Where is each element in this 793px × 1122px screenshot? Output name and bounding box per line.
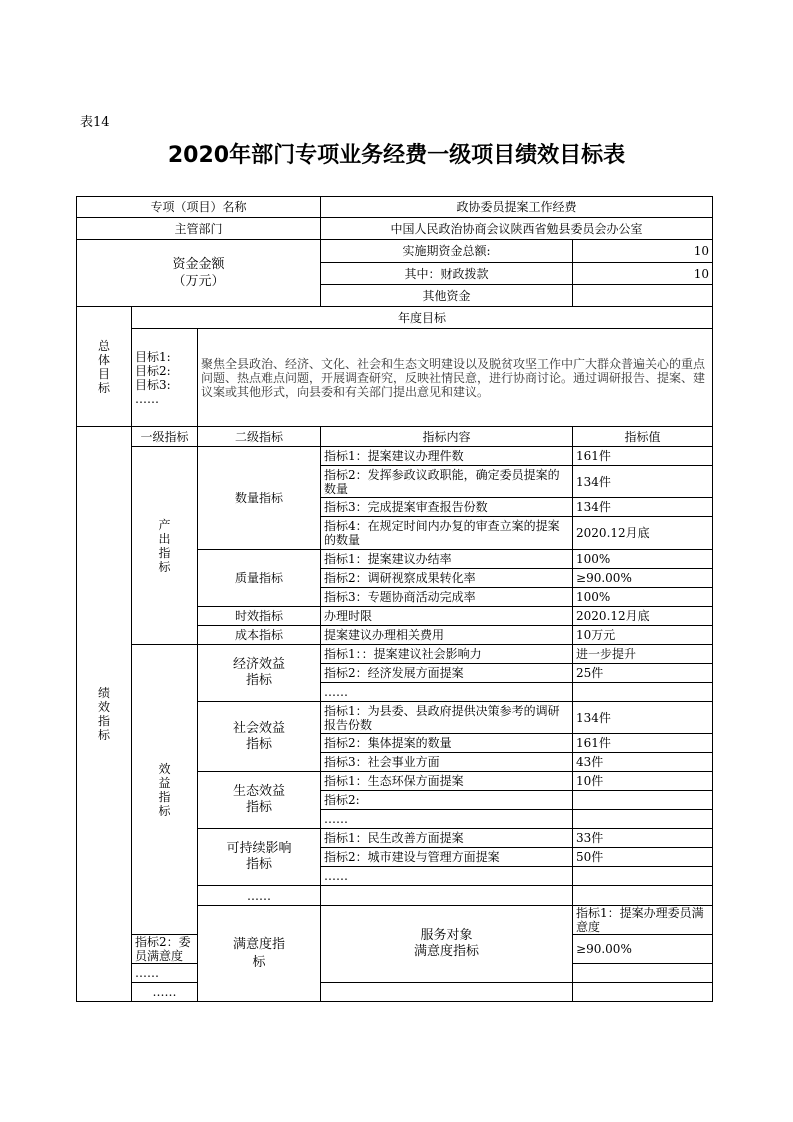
department-label: 主管部门 (77, 218, 321, 240)
output-char-4: 标 (158, 559, 171, 574)
indicator-value: 2020.12月底 (573, 517, 713, 550)
service-label-line1: 服务对象 (420, 928, 473, 943)
header-level2: 二级指标 (198, 427, 321, 447)
indicator-content (321, 983, 573, 1002)
indicator-value (573, 683, 713, 702)
indicator-content: 指标2：委员满意度 (132, 935, 198, 964)
satisfaction-indicator-label (198, 906, 321, 1002)
benefit-char-2: 益 (158, 775, 171, 790)
overall-char-2: 体 (97, 352, 110, 367)
indicator-content: …… (321, 683, 573, 702)
annual-target-summary: 聚焦全县政治、经济、文化、社会和生态文明建设以及脱贫攻坚工作中广大群众普遍关心的重点问题、热点难点问题，开展调查研究，反映社情民意，进行协商讨论。通过调研报告、提案、建议案或其他形式，向县委和有关部门提出意见和建议。 (198, 329, 713, 427)
output-indicator-label (132, 447, 198, 645)
ecological-indicator-label (198, 772, 321, 829)
output-char-3: 指 (158, 545, 171, 560)
indicator-content: 指标1：提案办理委员满意度 (573, 906, 713, 935)
indicator-value: 134件 (573, 466, 713, 498)
benefit-char-3: 指 (158, 789, 171, 804)
overall-goal-label (77, 307, 132, 427)
funds-fiscal-label: 其中：财政拨款 (321, 263, 573, 285)
indicator-value: ≥90.00% (573, 569, 713, 588)
perf-char-2: 效 (97, 700, 110, 714)
benefit-char-1: 效 (158, 761, 171, 776)
perf-char-1: 绩 (97, 686, 110, 700)
table-row (77, 447, 713, 466)
indicator-content: 指标4：在规定时间内办复的审查立案的提案的数量 (321, 517, 573, 550)
perf-char-3: 指 (97, 714, 110, 728)
indicator-value: 134件 (573, 702, 713, 734)
indicator-content: 指标1：生态环保方面提案 (321, 772, 573, 791)
benefit-indicator-label (132, 645, 198, 935)
satisfaction-more: …… (132, 983, 198, 1002)
economic-indicator-label (198, 645, 321, 702)
department-value: 中国人民政治协商会议陕西省勉县委员会办公室 (321, 218, 713, 240)
social-indicator-label (198, 702, 321, 772)
sustainable-indicator-label (198, 829, 321, 886)
indicator-content: 指标2: (321, 791, 573, 810)
indicator-content: 指标1：为县委、县政府提供决策参考的调研报告份数 (321, 702, 573, 734)
target-more: …… (135, 391, 159, 406)
header-level1: 一级指标 (132, 427, 198, 447)
indicator-value: 10万元 (573, 626, 713, 645)
indicator-value: 43件 (573, 753, 713, 772)
indicator-value: 进一步提升 (573, 645, 713, 664)
indicator-value (573, 810, 713, 829)
indicator-content: 指标2：城市建设与管理方面提案 (321, 848, 573, 867)
social-label-line1: 社会效益 (233, 720, 286, 736)
service-satisfaction-label (321, 906, 573, 983)
indicator-value: ≥90.00% (573, 935, 713, 964)
economic-label-line2: 指标 (246, 673, 273, 688)
indicator-content: 指标3：专题协商活动完成率 (321, 588, 573, 607)
funds-fiscal-value: 10 (573, 263, 713, 285)
target-3: 目标3: (135, 377, 171, 392)
row-funds-total (77, 240, 713, 263)
table-row (77, 983, 713, 1002)
indicator-content: 指标1：提案建议办结率 (321, 550, 573, 569)
funds-label-line2: （万元） (172, 274, 225, 289)
service-label-line2: 满意度指标 (414, 944, 480, 959)
project-name-label: 专项（项目）名称 (77, 197, 321, 218)
overall-char-4: 标 (97, 380, 110, 395)
funds-other-label: 其他资金 (321, 285, 573, 307)
performance-table (76, 196, 713, 1002)
economic-label-line1: 经济效益 (233, 657, 286, 672)
indicator-content: 指标1：提案建议办理件数 (321, 447, 573, 466)
indicator-value: 10件 (573, 772, 713, 791)
perf-indicator-label (77, 427, 132, 1002)
output-char-2: 出 (158, 531, 171, 546)
indicator-value: 33件 (573, 829, 713, 848)
benefit-char-4: 标 (158, 803, 171, 818)
time-indicator-label: 时效指标 (198, 607, 321, 626)
indicator-value: 2020.12月底 (573, 607, 713, 626)
indicator-value: 100% (573, 588, 713, 607)
annual-target-label: 年度目标 (132, 307, 713, 329)
quality-indicator-label: 质量指标 (198, 550, 321, 607)
indicator-value (573, 964, 713, 983)
target-1: 目标1: (135, 349, 171, 364)
overall-char-3: 目 (97, 366, 110, 381)
row-project-name (77, 197, 713, 218)
project-name-value: 政协委员提案工作经费 (321, 197, 713, 218)
funds-total-label: 实施期资金总额: (321, 240, 573, 263)
indicator-content: 指标3：社会事业方面 (321, 753, 573, 772)
indicator-value: 134件 (573, 498, 713, 517)
indicator-content: 指标2：集体提案的数量 (321, 734, 573, 753)
indicator-value: 25件 (573, 664, 713, 683)
satisfaction-label-line1: 满意度指 (233, 936, 286, 952)
row-annual-targets (77, 329, 713, 427)
indicator-value: 161件 (573, 734, 713, 753)
indicator-value (573, 867, 713, 886)
target-2: 目标2: (135, 363, 171, 378)
indicator-value (573, 791, 713, 810)
row-department (77, 218, 713, 240)
indicator-value (573, 886, 713, 906)
indicator-content: …… (321, 867, 573, 886)
output-char-1: 产 (158, 517, 171, 532)
funds-label (77, 240, 321, 307)
indicator-value: 50件 (573, 848, 713, 867)
sustainable-label-line1: 可持续影响 (226, 841, 292, 856)
page-title: 2020年部门专项业务经费一级项目绩效目标表 (167, 143, 626, 168)
indicator-content: …… (321, 810, 573, 829)
funds-other-value (573, 285, 713, 307)
cost-indicator-label: 成本指标 (198, 626, 321, 645)
sustainable-label-line2: 指标 (246, 857, 273, 872)
ecological-label-line1: 生态效益 (233, 784, 286, 799)
header-value: 指标值 (573, 427, 713, 447)
funds-total-value: 10 (573, 240, 713, 263)
indicator-content: 办理时限 (321, 607, 573, 626)
indicator-content: 提案建议办理相关费用 (321, 626, 573, 645)
row-annual-target-header (77, 307, 713, 329)
satisfaction-label-line2: 标 (252, 954, 266, 970)
table-number: 表14 (80, 115, 110, 130)
indicator-content: 指标1：：提案建议社会影响力 (321, 645, 573, 664)
indicator-content: 指标2：经济发展方面提案 (321, 664, 573, 683)
table-row (77, 645, 713, 664)
perf-char-4: 标 (97, 728, 110, 742)
indicator-content: 指标2：发挥参政议政职能，确定委员提案的数量 (321, 466, 573, 498)
funds-label-line1: 资金金额 (172, 257, 225, 272)
indicator-value: 100% (573, 550, 713, 569)
header-content: 指标内容 (321, 427, 573, 447)
benefit-more: …… (198, 886, 321, 906)
row-perf-header (77, 427, 713, 447)
quantity-indicator-label: 数量指标 (198, 447, 321, 550)
indicator-value: 161件 (573, 447, 713, 466)
indicator-content (321, 886, 573, 906)
social-label-line2: 指标 (246, 736, 273, 752)
indicator-content: 指标3：完成提案审查报告份数 (321, 498, 573, 517)
overall-char-1: 总 (97, 338, 110, 353)
ecological-label-line2: 指标 (246, 800, 273, 815)
indicator-content: 指标2：调研视察成果转化率 (321, 569, 573, 588)
indicator-content: …… (132, 964, 198, 983)
target-list (132, 329, 198, 427)
indicator-content: 指标1：民生改善方面提案 (321, 829, 573, 848)
indicator-value (573, 983, 713, 1002)
